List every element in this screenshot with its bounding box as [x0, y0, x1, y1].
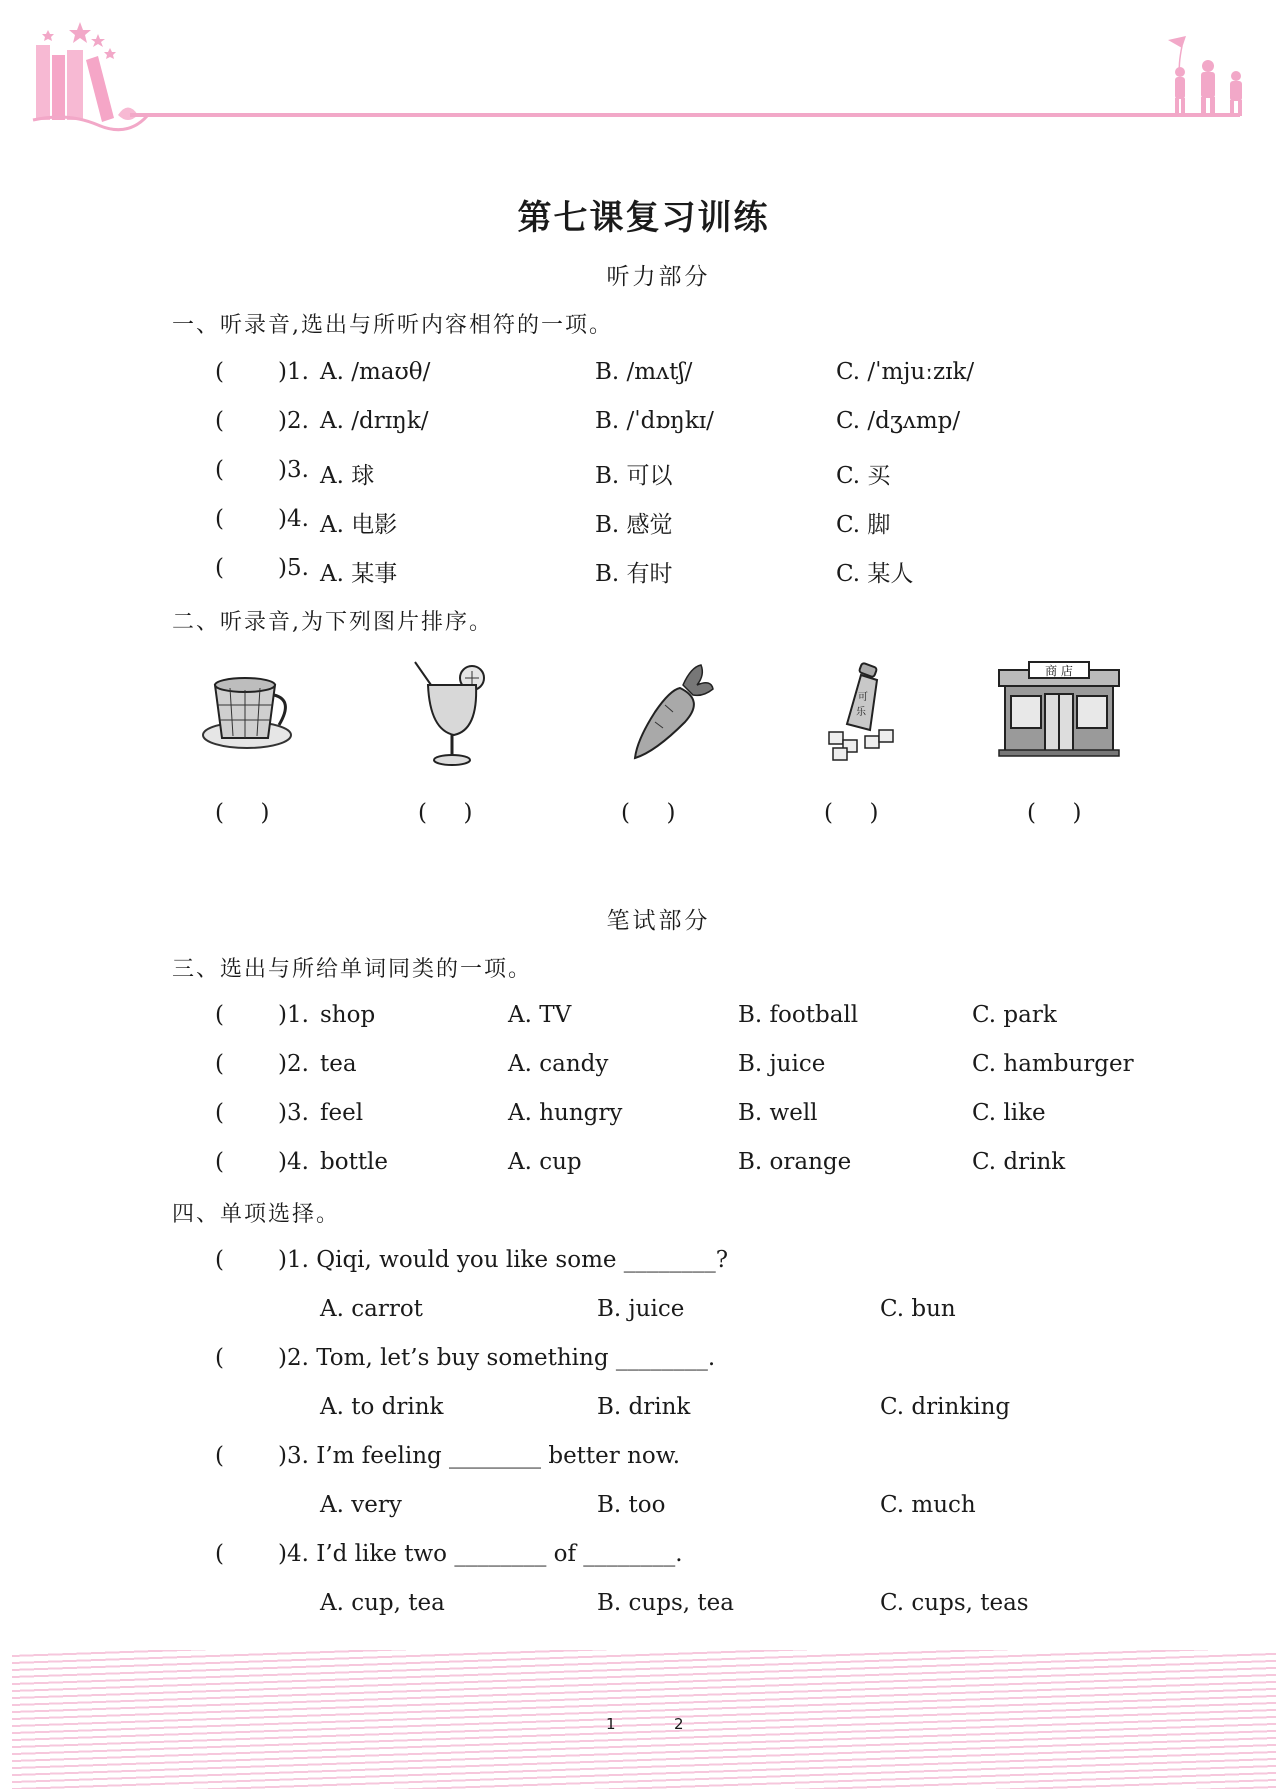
option-b: B. juice	[597, 1296, 685, 1322]
option-a: A. 电影	[320, 512, 398, 538]
tea-cup-icon	[200, 660, 295, 770]
item-number: )3.	[278, 457, 309, 483]
option-a: A. /maʊθ/	[320, 359, 431, 385]
option-a: A. carrot	[320, 1296, 423, 1322]
answer-blank[interactable]: (	[215, 506, 224, 532]
given-word: feel	[320, 1100, 364, 1126]
option-a: A. cup	[508, 1149, 582, 1175]
item-number: )4.	[278, 1149, 309, 1175]
item-number: )3.	[278, 1100, 309, 1126]
svg-text:乐: 乐	[856, 707, 866, 718]
section1-heading: 一、听录音,选出与所听内容相符的一项。	[172, 313, 613, 338]
answer-blank[interactable]: (	[215, 1247, 224, 1273]
answer-blank[interactable]: (	[215, 1002, 224, 1028]
option-c: C. 脚	[836, 512, 891, 538]
option-b: B. cups, tea	[597, 1590, 734, 1616]
option-b: B. 感觉	[595, 512, 673, 538]
option-c: C. /dʒʌmp/	[836, 408, 961, 434]
option-b: B. football	[738, 1002, 859, 1028]
section3-heading: 三、选出与所给单词同类的一项。	[172, 957, 533, 982]
section2-heading: 二、听录音,为下列图片排序。	[172, 610, 493, 635]
shop-sign-label: 商 店	[1045, 664, 1073, 678]
option-b: B. well	[738, 1100, 818, 1126]
option-c: C. drinking	[880, 1394, 1011, 1420]
page-title: 第七课复习训练	[517, 198, 770, 238]
option-a: A. to drink	[320, 1394, 444, 1420]
item-number: )4.	[278, 506, 309, 532]
writing-section-title: 笔试部分	[606, 908, 711, 934]
svg-text:可: 可	[858, 692, 868, 703]
option-b: B. 可以	[595, 463, 673, 489]
header-rule	[130, 113, 1240, 117]
option-b: B. too	[597, 1492, 666, 1518]
option-b: B. drink	[597, 1394, 691, 1420]
listening-section-title: 听力部分	[606, 264, 711, 290]
answer-blank[interactable]: (	[215, 1051, 224, 1077]
item-number: )2.	[278, 1051, 309, 1077]
option-c: C. like	[972, 1100, 1046, 1126]
picture-row	[0, 660, 1287, 790]
item-number: )5.	[278, 555, 309, 581]
item-number: )2.	[278, 408, 309, 434]
option-a: A. very	[320, 1492, 402, 1518]
footer-stripes	[12, 1650, 1276, 1789]
option-a: A. TV	[508, 1002, 572, 1028]
option-b: B. juice	[738, 1051, 826, 1077]
option-b: B. 有时	[595, 561, 673, 587]
carrot-icon	[625, 660, 715, 760]
option-a: A. 球	[320, 463, 375, 489]
option-c: C. /ˈmjuːzɪk/	[836, 359, 975, 385]
option-c: C. cups, teas	[880, 1590, 1029, 1616]
question-text: )1. Qiqi, would you like some ________?	[278, 1247, 729, 1273]
option-a: A. /drɪŋk/	[320, 408, 429, 434]
answer-blank[interactable]: (	[215, 1149, 224, 1175]
picture-answer-blank-2[interactable]: ( )	[418, 800, 473, 826]
item-number: )1.	[278, 1002, 309, 1028]
answer-blank[interactable]: (	[215, 555, 224, 581]
answer-blank[interactable]: (	[215, 1345, 224, 1371]
option-c: C. bun	[880, 1296, 956, 1322]
picture-answer-blank-1[interactable]: ( )	[215, 800, 270, 826]
question-text: )4. I’d like two ________ of ________.	[278, 1541, 683, 1567]
option-a: A. hungry	[508, 1100, 623, 1126]
item-number: )1.	[278, 359, 309, 385]
books-stars-decoration	[28, 20, 153, 135]
given-word: shop	[320, 1002, 376, 1028]
option-a: A. 某事	[320, 561, 398, 587]
option-b: B. /mʌtʃ/	[595, 359, 693, 385]
answer-blank[interactable]: (	[215, 1443, 224, 1469]
option-a: A. cup, tea	[320, 1590, 445, 1616]
option-c: C. much	[880, 1492, 976, 1518]
page-number-left: 1	[606, 1715, 616, 1733]
children-kite-decoration	[1158, 36, 1258, 118]
shop-icon	[997, 660, 1122, 760]
section4-heading: 四、单项选择。	[172, 1202, 341, 1227]
picture-answer-blank-3[interactable]: ( )	[621, 800, 676, 826]
option-c: C. park	[972, 1002, 1057, 1028]
answer-blank[interactable]: (	[215, 408, 224, 434]
cola-bottle-icon	[825, 660, 905, 765]
option-c: C. drink	[972, 1149, 1066, 1175]
question-text: )2. Tom, let’s buy something ________.	[278, 1345, 716, 1371]
picture-answer-blank-4[interactable]: ( )	[824, 800, 879, 826]
given-word: bottle	[320, 1149, 389, 1175]
juice-glass-icon	[410, 660, 490, 770]
answer-blank[interactable]: (	[215, 359, 224, 385]
option-c: C. 某人	[836, 561, 914, 587]
option-b: B. orange	[738, 1149, 852, 1175]
picture-answer-blank-5[interactable]: ( )	[1027, 800, 1082, 826]
option-a: A. candy	[508, 1051, 609, 1077]
page-number-right: 2	[674, 1715, 684, 1733]
option-c: C. hamburger	[972, 1051, 1134, 1077]
given-word: tea	[320, 1051, 357, 1077]
option-b: B. /ˈdɒŋkɪ/	[595, 408, 714, 434]
question-text: )3. I’m feeling ________ better now.	[278, 1443, 681, 1469]
option-c: C. 买	[836, 463, 891, 489]
answer-blank[interactable]: (	[215, 1541, 224, 1567]
answer-blank[interactable]: (	[215, 1100, 224, 1126]
answer-blank[interactable]: (	[215, 457, 224, 483]
